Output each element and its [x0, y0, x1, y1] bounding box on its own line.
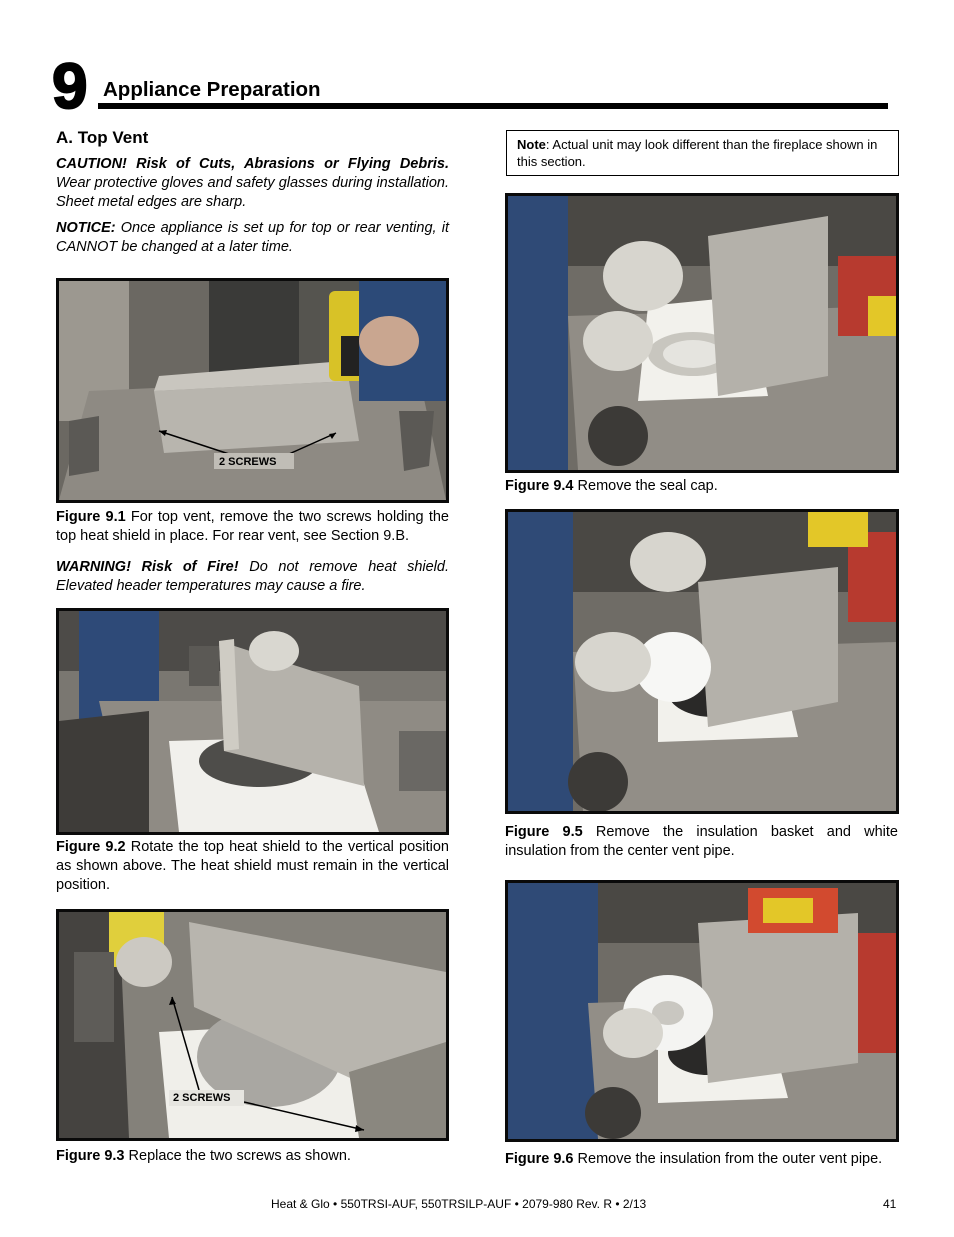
figure-9-6-caption [505, 1150, 898, 1169]
notice-paragraph [56, 219, 449, 257]
page-number: 41 [883, 1197, 897, 1211]
notice-body: Once appliance is set up for top or rear venting, it CANNOT be changed at a later time. [56, 220, 449, 255]
figure-9-2-caption [56, 838, 449, 895]
note-body: : Actual unit may look different than the fireplace shown in this section. [517, 137, 878, 169]
warning-body: Do not remove heat shield. Elevated header temperatures may cause a fire. [56, 559, 450, 594]
caution-lead: CAUTION! Risk of Cuts, Abrasions or Flying Debris. [56, 156, 449, 172]
caution-paragraph [56, 155, 449, 212]
figure-9-5-label: Figure 9.5 [505, 824, 583, 840]
figure-9-2-label: Figure 9.2 [56, 839, 126, 855]
figure-9-3-callout: 2 SCREWS [173, 1092, 231, 1104]
notice-lead: NOTICE: [56, 220, 116, 236]
figure-9-4-caption [505, 477, 898, 496]
figure-9-1-label: Figure 9.1 [56, 509, 126, 525]
caution-body: Wear protective gloves and safety glasses during installation. Sheet metal edges are sharp. [56, 175, 449, 210]
figure-9-2-photo [56, 608, 449, 835]
figure-9-3-label: Figure 9.3 [56, 1148, 125, 1164]
section-title: A. Top Vent [56, 128, 149, 147]
figure-9-6-photo [505, 880, 899, 1142]
figure-9-5-photo [505, 509, 899, 814]
figure-9-6-label: Figure 9.6 [505, 1151, 574, 1167]
warning-lead: WARNING! Risk of Fire! [56, 559, 239, 575]
chapter-title: Appliance Preparation [103, 78, 321, 101]
chapter-number: 9 [52, 50, 88, 122]
header-rule [98, 103, 888, 109]
figure-9-3-photo [56, 909, 449, 1141]
figure-9-4-text: Remove the seal cap. [573, 478, 718, 494]
figure-9-1-callout: 2 SCREWS [219, 456, 277, 468]
figure-9-1-caption [56, 508, 449, 546]
note-box [506, 130, 899, 176]
footer-text: Heat & Glo • 550TRSI-AUF, 550TRSILP-AUF • 2079-980 Rev. R • 2/13 [271, 1197, 647, 1211]
figure-9-5-caption [505, 823, 898, 861]
figure-9-1-photo [56, 278, 449, 503]
figure-9-3-text: Replace the two screws as shown. [124, 1148, 351, 1164]
figure-9-1-text: For top vent, remove the two screws holding the top heat shield in place. For rear vent, see Section 9.B. [56, 509, 449, 544]
warning-paragraph [56, 558, 449, 596]
figure-9-5-text: Remove the insulation basket and white insulation from the center vent pipe. [505, 824, 898, 859]
figure-9-6-text: Remove the insulation from the outer vent pipe. [573, 1151, 883, 1167]
figure-9-4-label: Figure 9.4 [505, 478, 574, 494]
figure-9-3-caption [56, 1147, 449, 1166]
figure-9-2-text: Rotate the top heat shield to the vertical position as shown above. The heat shield must remain in the vertical position. [56, 839, 449, 893]
figure-9-4-photo [505, 193, 899, 473]
note-lead: Note [517, 137, 546, 152]
